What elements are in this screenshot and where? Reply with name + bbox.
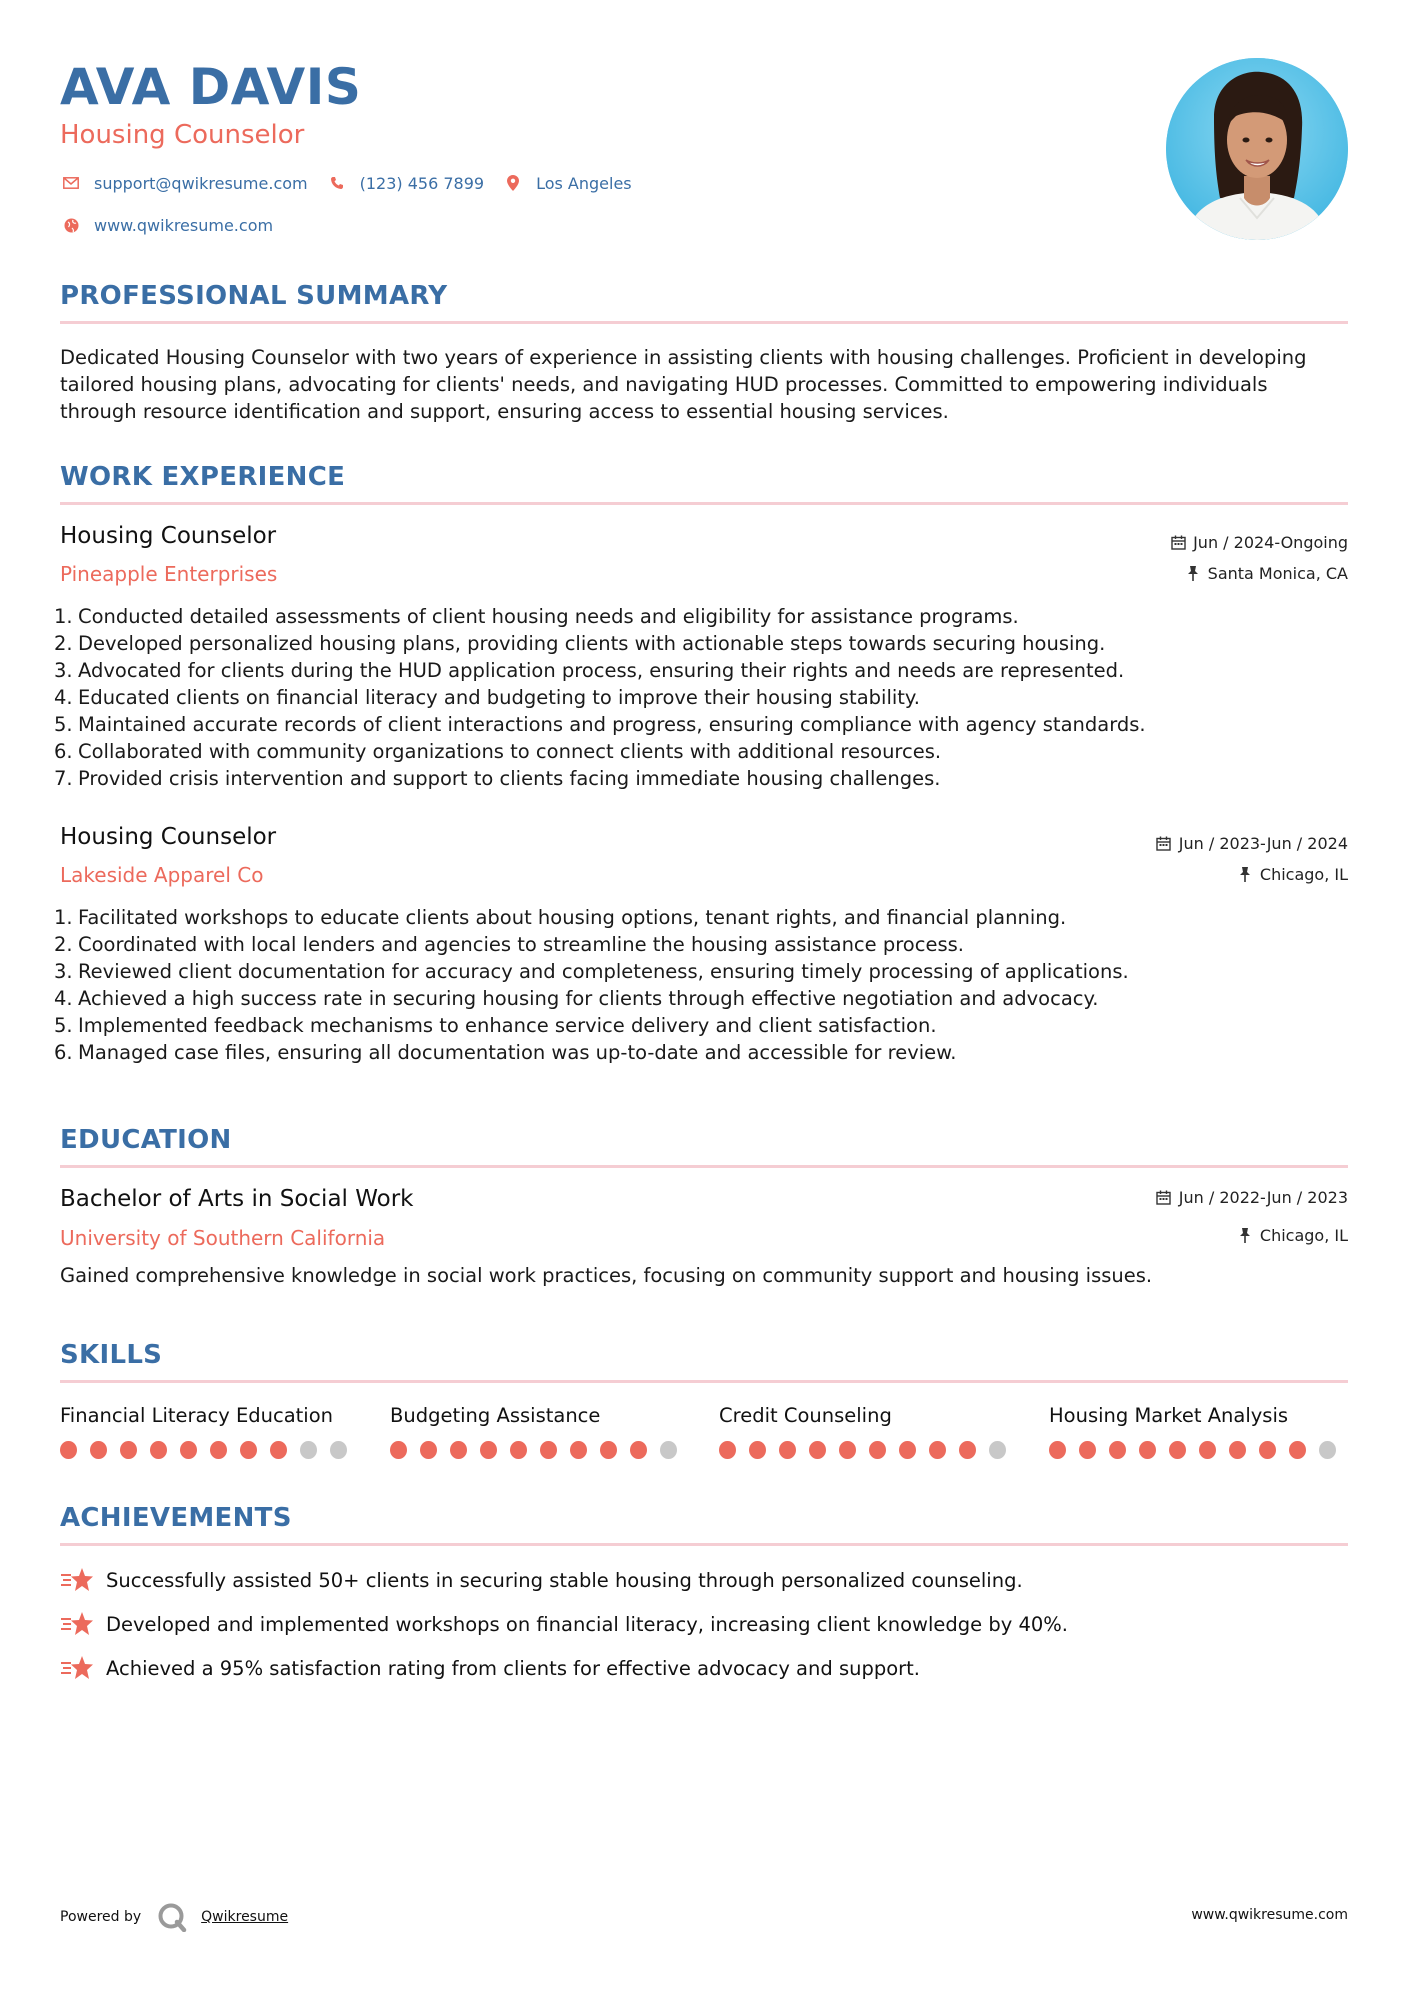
rating-dot-filled <box>390 1441 407 1459</box>
summary-text: Dedicated Housing Counselor with two years of experience in assisting clients with housing challenges. Proficient in developing tailored housing plans, advocating for clients' needs, and navigating HUD processes. Committed to empowering individuals through resource identification and support, ensuring access to essential housing services. <box>60 346 1307 423</box>
rating-dot-filled <box>600 1441 617 1459</box>
shooting-star-icon <box>60 1565 94 1595</box>
list-item: 1. Conducted detailed assessments of client housing needs and eligibility for assistance programs. <box>54 605 1019 628</box>
rating-dot-filled <box>450 1441 467 1459</box>
rating-dot-empty <box>300 1441 317 1459</box>
list-item: 4. Achieved a high success rate in securing housing for clients through effective negotiation and advocacy. <box>54 987 1099 1010</box>
candidate-name: AVA DAVIS <box>60 58 362 116</box>
rating-dot-filled <box>1139 1441 1156 1459</box>
achievement-text: Successfully assisted 50+ clients in securing stable housing through personalized counseling. <box>106 1568 1023 1592</box>
rating-dot-filled <box>959 1441 976 1459</box>
rating-dot-filled <box>480 1441 497 1459</box>
rating-dot-filled <box>1109 1441 1126 1459</box>
skill-name: Credit Counseling <box>719 1404 892 1427</box>
rating-dot-filled <box>929 1441 946 1459</box>
brand-link[interactable]: Qwikresume <box>201 1909 289 1925</box>
achievements-section-title: ACHIEVEMENTS <box>60 1503 292 1533</box>
rating-dot-empty <box>989 1441 1006 1459</box>
contact-row-primary <box>60 172 650 194</box>
resume-page <box>54 0 1348 1990</box>
skills-divider <box>60 1380 1348 1383</box>
envelope-icon <box>60 172 82 194</box>
skill-name: Housing Market Analysis <box>1049 1404 1289 1427</box>
footer-website-link[interactable]: www.qwikresume.com <box>1191 1907 1348 1923</box>
rating-dot-filled <box>180 1441 197 1459</box>
education-dates-text: Jun / 2022-Jun / 2023 <box>1178 1188 1348 1207</box>
candidate-role: Housing Counselor <box>60 120 305 150</box>
list-item: 2. Coordinated with local lenders and agencies to streamline the housing assistance process. <box>54 933 964 956</box>
job-company: Pineapple Enterprises <box>60 562 278 586</box>
contact-row-secondary <box>60 214 291 236</box>
rating-dot-filled <box>60 1441 77 1459</box>
summary-divider <box>60 321 1348 324</box>
rating-dot-filled <box>510 1441 527 1459</box>
rating-dot-filled <box>270 1441 287 1459</box>
job-bullets <box>54 904 1348 1066</box>
summary-section-title: PROFESSIONAL SUMMARY <box>60 281 448 311</box>
rating-dot-empty <box>1319 1441 1336 1459</box>
skill-item <box>60 1404 360 1459</box>
skill-item <box>1049 1404 1349 1459</box>
skill-name: Budgeting Assistance <box>390 1404 601 1427</box>
rating-dot-filled <box>1259 1441 1276 1459</box>
degree-title: Bachelor of Arts in Social Work <box>60 1186 414 1212</box>
education-location-text: Chicago, IL <box>1259 1226 1348 1245</box>
job-location-text: Santa Monica, CA <box>1207 564 1348 583</box>
rating-dot-filled <box>719 1441 736 1459</box>
pushpin-icon <box>1236 1227 1254 1245</box>
skill-rating <box>390 1441 690 1459</box>
job-location <box>1184 564 1348 583</box>
rating-dot-filled <box>1289 1441 1306 1459</box>
job-company: Lakeside Apparel Co <box>60 863 264 887</box>
rating-dot-filled <box>90 1441 107 1459</box>
education-section-title: EDUCATION <box>60 1125 232 1155</box>
phone-icon <box>326 172 348 194</box>
list-item: 2. Developed personalized housing plans, providing clients with actionable steps towards securing housing. <box>54 632 1106 655</box>
rating-dot-filled <box>809 1441 826 1459</box>
school-name: University of Southern California <box>60 1226 386 1250</box>
website-link[interactable]: www.qwikresume.com <box>94 215 274 235</box>
shooting-star-icon <box>60 1609 94 1639</box>
list-item: 7. Provided crisis intervention and support to clients facing immediate housing challenges. <box>54 767 941 790</box>
job-dates <box>1169 533 1348 552</box>
rating-dot-filled <box>420 1441 437 1459</box>
rating-dot-filled <box>1079 1441 1096 1459</box>
rating-dot-filled <box>210 1441 227 1459</box>
rating-dot-filled <box>1229 1441 1246 1459</box>
calendar-icon <box>1155 1189 1173 1207</box>
achievement-item <box>60 1609 1068 1639</box>
skill-item <box>719 1404 1019 1459</box>
achievement-item <box>60 1653 920 1683</box>
education-dates <box>1155 1188 1348 1207</box>
job-location <box>1236 865 1348 884</box>
achievements-divider <box>60 1543 1348 1546</box>
experience-section-title: WORK EXPERIENCE <box>60 462 346 492</box>
location-text: Los Angeles <box>536 173 632 193</box>
list-item: 1. Facilitated workshops to educate clients about housing options, tenant rights, and financial planning. <box>54 906 1067 929</box>
calendar-icon <box>1155 835 1173 853</box>
map-pin-icon <box>502 172 524 194</box>
rating-dot-filled <box>1049 1441 1066 1459</box>
achievement-text: Developed and implemented workshops on financial literacy, increasing client knowledge by 40%. <box>106 1612 1068 1636</box>
rating-dot-empty <box>330 1441 347 1459</box>
skill-rating <box>60 1441 360 1459</box>
rating-dot-filled <box>240 1441 257 1459</box>
skill-item <box>390 1404 690 1459</box>
skill-rating <box>1049 1441 1349 1459</box>
pushpin-icon <box>1184 565 1202 583</box>
rating-dot-empty <box>660 1441 677 1459</box>
rating-dot-filled <box>1199 1441 1216 1459</box>
rating-dot-filled <box>1169 1441 1186 1459</box>
list-item: 3. Reviewed client documentation for accuracy and completeness, ensuring timely processing of applications. <box>54 960 1129 983</box>
rating-dot-filled <box>540 1441 557 1459</box>
shooting-star-icon <box>60 1653 94 1683</box>
job-title: Housing Counselor <box>60 824 277 850</box>
email-link[interactable]: support@qwikresume.com <box>94 173 308 193</box>
rating-dot-filled <box>150 1441 167 1459</box>
powered-by-label: Powered by <box>60 1909 142 1925</box>
pushpin-icon <box>1236 866 1254 884</box>
list-item: 6. Managed case files, ensuring all documentation was up-to-date and accessible for review. <box>54 1041 957 1064</box>
rating-dot-filled <box>839 1441 856 1459</box>
rating-dot-filled <box>869 1441 886 1459</box>
rating-dot-filled <box>570 1441 587 1459</box>
skills-section-title: SKILLS <box>60 1340 163 1370</box>
achievement-text: Achieved a 95% satisfaction rating from clients for effective advocacy and support. <box>106 1656 921 1680</box>
achievement-item <box>60 1565 1023 1595</box>
globe-icon <box>60 214 82 236</box>
rating-dot-filled <box>779 1441 796 1459</box>
rating-dot-filled <box>630 1441 647 1459</box>
rating-dot-filled <box>899 1441 916 1459</box>
rating-dot-filled <box>749 1441 766 1459</box>
skill-rating <box>719 1441 1019 1459</box>
job-location-text: Chicago, IL <box>1259 865 1348 884</box>
job-title: Housing Counselor <box>60 523 277 549</box>
list-item: 5. Implemented feedback mechanisms to enhance service delivery and client satisfaction. <box>54 1014 937 1037</box>
footer-branding <box>60 1900 288 1934</box>
list-item: 6. Collaborated with community organizations to connect clients with additional resources. <box>54 740 942 763</box>
phone-number[interactable]: (123) 456 7899 <box>359 173 485 193</box>
profile-photo <box>1166 58 1348 240</box>
experience-divider <box>60 502 1348 505</box>
list-item: 5. Maintained accurate records of client interactions and progress, ensuring compliance with agency standards. <box>54 713 1146 736</box>
list-item: 4. Educated clients on financial literacy and budgeting to improve their housing stability. <box>54 686 920 709</box>
list-item: 3. Advocated for clients during the HUD application process, ensuring their rights and needs are represented. <box>54 659 1125 682</box>
rating-dot-filled <box>120 1441 137 1459</box>
education-description: Gained comprehensive knowledge in social work practices, focusing on community support and housing issues. <box>60 1264 1153 1287</box>
calendar-icon <box>1169 534 1187 552</box>
skill-name: Financial Literacy Education <box>60 1404 334 1427</box>
education-divider <box>60 1165 1348 1168</box>
education-location <box>1236 1226 1348 1245</box>
qwikresume-logo-icon <box>155 1900 189 1934</box>
job-bullets <box>54 603 1348 792</box>
job-dates-text: Jun / 2024-Ongoing <box>1193 533 1348 552</box>
job-dates <box>1155 834 1348 853</box>
job-dates-text: Jun / 2023-Jun / 2024 <box>1178 834 1348 853</box>
